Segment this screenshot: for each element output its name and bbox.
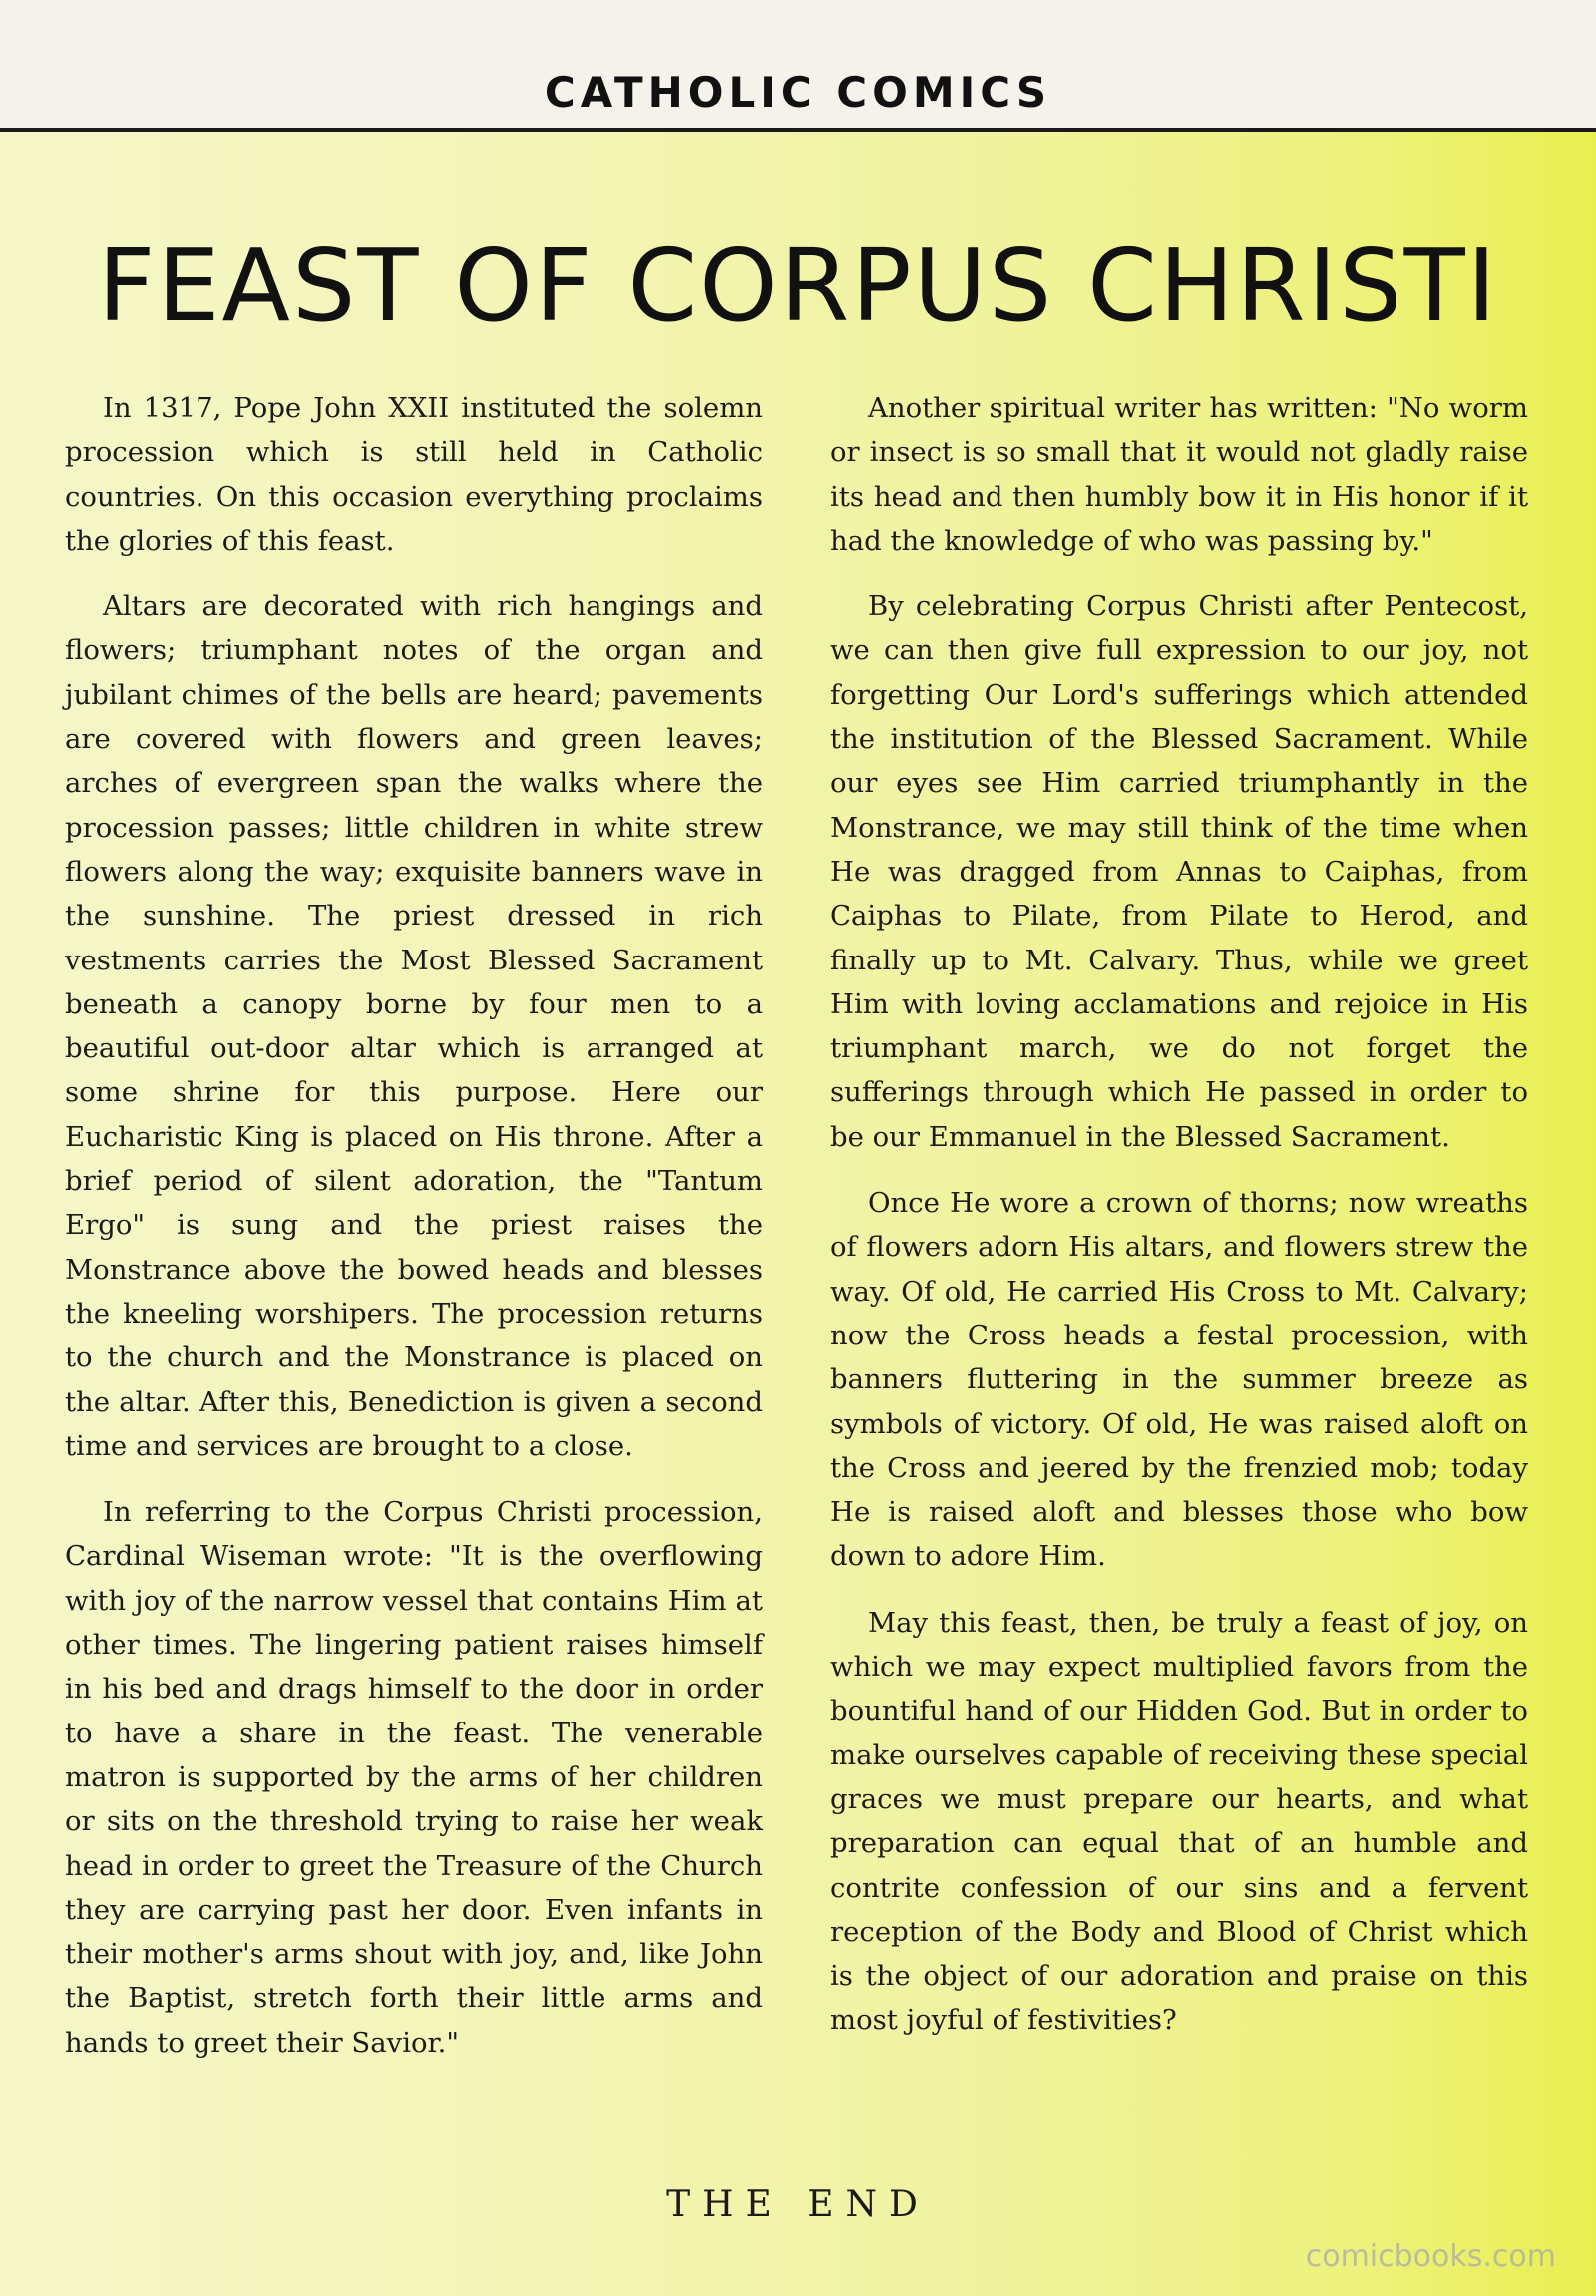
right-column <box>830 386 1528 2065</box>
watermark: comicbooks.com <box>1305 2239 1556 2274</box>
paragraph: In referring to the Corpus Christi procession, Cardinal Wiseman wrote: "It is the overflowing with joy of the narrow vessel that contains Him at other times. The lingering patient raises himself in his bed and drags himself to the door in order to have a share in the feast. The venerable matron is supported by the arms of her children or sits on the threshold trying to raise her weak head in order to greet the Treasure of the Church they are carrying past her door. Even infants in their mother's arms shout with joy, and, like John the Baptist, stretch forth their little arms and hands to greet their Savior." <box>65 1496 763 2059</box>
the-end-label: THE END <box>666 2184 930 2225</box>
paragraph: Once He wore a crown of thorns; now wreaths of flowers adorn His altars, and flowers strew the way. Of old, He carried His Cross to Mt. Calvary; now the Cross heads a festal procession, with banners fluttering in the summer breeze as symbols of victory. Of old, He was raised aloft on the Cross and jeered by the frenzied mob; today He is raised aloft and blesses those who bow down to adore Him. <box>830 1187 1528 1573</box>
left-column <box>65 386 763 2087</box>
paragraph: May this feast, then, be truly a feast of joy, on which we may expect multiplied favors from the bountiful hand of our Hidden God. But in order to make ourselves capable of receiving these special graces we must prepare our hearts, and what preparation can equal that of an humble and contrite confession of our sins and a fervent reception of the Body and Blood of Christ which is the object of our adoration and praise on this most joyful of festivities? <box>830 1606 1528 2037</box>
paragraph: Another spiritual writer has written: "No worm or insect is so small that it would not gladly raise its head and then humbly bow it in His honor if it had the knowledge of who was passing by." <box>830 392 1528 557</box>
article-page <box>0 128 1596 2296</box>
paragraph: By celebrating Corpus Christi after Pentecost, we can then give full expression to our joy, not forgetting Our Lord's sufferings which attended the institution of the Blessed Sacrament. While our eyes see Him carried triumphantly in the Monstrance, we may still think of the time when He was dragged from Annas to Caiphas, from Caiphas to Pilate, from Pilate to Herod, and finally up to Mt. Calvary. Thus, while we greet Him with loving acclamations and rejoice in His triumphant march, we do not forget the sufferings through which He passed in order to be our Emmanuel in the Blessed Sacrament. <box>830 590 1528 1153</box>
paragraph: Altars are decorated with rich hangings and flowers; triumphant notes of the organ and jubilant chimes of the bells are heard; pavements are covered with flowers and green leaves; arches of evergreen span the walks where the procession passes; little children in white strew flowers along the way; exquisite banners wave in the sunshine. The priest dressed in rich vestments carries the Most Blessed Sacrament beneath a canopy borne by four men to a beautiful out-door altar which is arranged at some shrine for this purpose. Here our Eucharistic King is placed on His throne. After a brief period of silent adoration, the "Tantum Ergo" is sung and the priest raises the Monstrance above the bowed heads and blesses the kneeling worshipers. The procession returns to the church and the Monstrance is placed on the altar. After this, Benediction is given a second time and services are brought to a close. <box>65 590 763 1462</box>
article-title: FEAST OF CORPUS CHRISTI <box>97 227 1499 344</box>
paragraph: In 1317, Pope John XXII instituted the solemn procession which is still held in Catholic countries. On this occasion everything proclaims the glories of this feast. <box>65 392 763 557</box>
publication-title: CATHOLIC COMICS <box>544 68 1052 117</box>
page-header <box>0 0 1596 128</box>
